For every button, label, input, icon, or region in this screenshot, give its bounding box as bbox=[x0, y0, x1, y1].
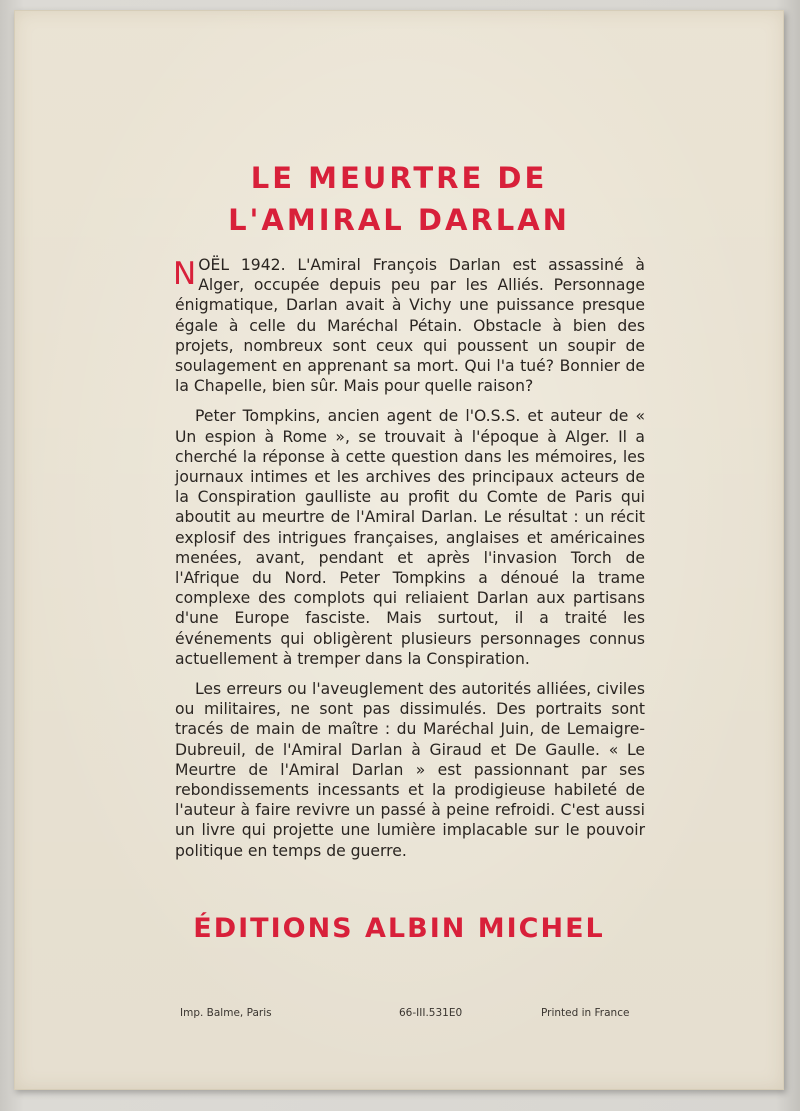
publisher-name: ÉDITIONS ALBIN MICHEL bbox=[193, 913, 605, 944]
print-code: 66-III.531E0 bbox=[399, 1007, 463, 1019]
blurb-paragraph-3: Les erreurs ou l'aveuglement des autorités alliées, civiles ou militaires, ne sont pas dissimulés. Des portraits sont tracés de main de maître : du Maréchal Juin, de Lemaigre-Dubreuil, de l'Amiral Darlan à Giraud et De Gaulle. « Le Meurtre de l'Amiral Darlan » est passionnant par ses rebondissements incessants et la prodigieuse habileté de l'auteur à faire revivre un passé à peine refroidi. C'est aussi un livre qui projette une lumière implacable sur le pouvoir politique en temps de guerre. bbox=[175, 680, 645, 860]
blurb-paragraph-1-text: OËL 1942. L'Amiral François Darlan est assassiné à Alger, occupée depuis peu par les Alliés. Personnage énigmatique, Darlan avait à Vichy une puissance presque égale à celle du Maréchal Pétain. Obstacle à bien des projets, nombreux sont ceux qui poussent un soupir de soulagement en apprenant sa mort. Qui l'a tué? Bonnier de la Chapelle, bien sûr. Mais pour quelle raison? bbox=[175, 256, 645, 396]
book-title bbox=[15, 157, 783, 241]
book-back-cover bbox=[14, 10, 784, 1090]
printed-in: Printed in France bbox=[541, 1007, 630, 1019]
book-title-line-2: L'AMIRAL DARLAN bbox=[228, 203, 570, 237]
blurb bbox=[175, 255, 645, 871]
printer-credit: Imp. Balme, Paris bbox=[180, 1007, 272, 1019]
blurb-paragraph-2: Peter Tompkins, ancien agent de l'O.S.S. et auteur de « Un espion à Rome », se trouvait à l'époque à Alger. Il a cherché la réponse à cette question dans les mémoires, les journaux intimes et les archives des principaux acteurs de la Conspiration gaulliste au profit du Comte de Paris qui aboutit au meurtre de l'Amiral Darlan. Le résultat : un récit explosif des intrigues françaises, anglaises et américaines menées, avant, pendant et après l'invasion Torch de l'Afrique du Nord. Peter Tompkins a dénoué la trame complexe des complots qui reliaient Darlan aux partisans d'une Europe fasciste. Mais surtout, il a traité les événements qui obligèrent plusieurs personnages connus actuellement à tremper dans la Conspiration. bbox=[175, 407, 645, 668]
drop-cap: N bbox=[173, 256, 197, 292]
blurb-paragraph-1 bbox=[175, 255, 645, 396]
book-title-line-1: LE MEURTRE DE bbox=[250, 161, 548, 195]
